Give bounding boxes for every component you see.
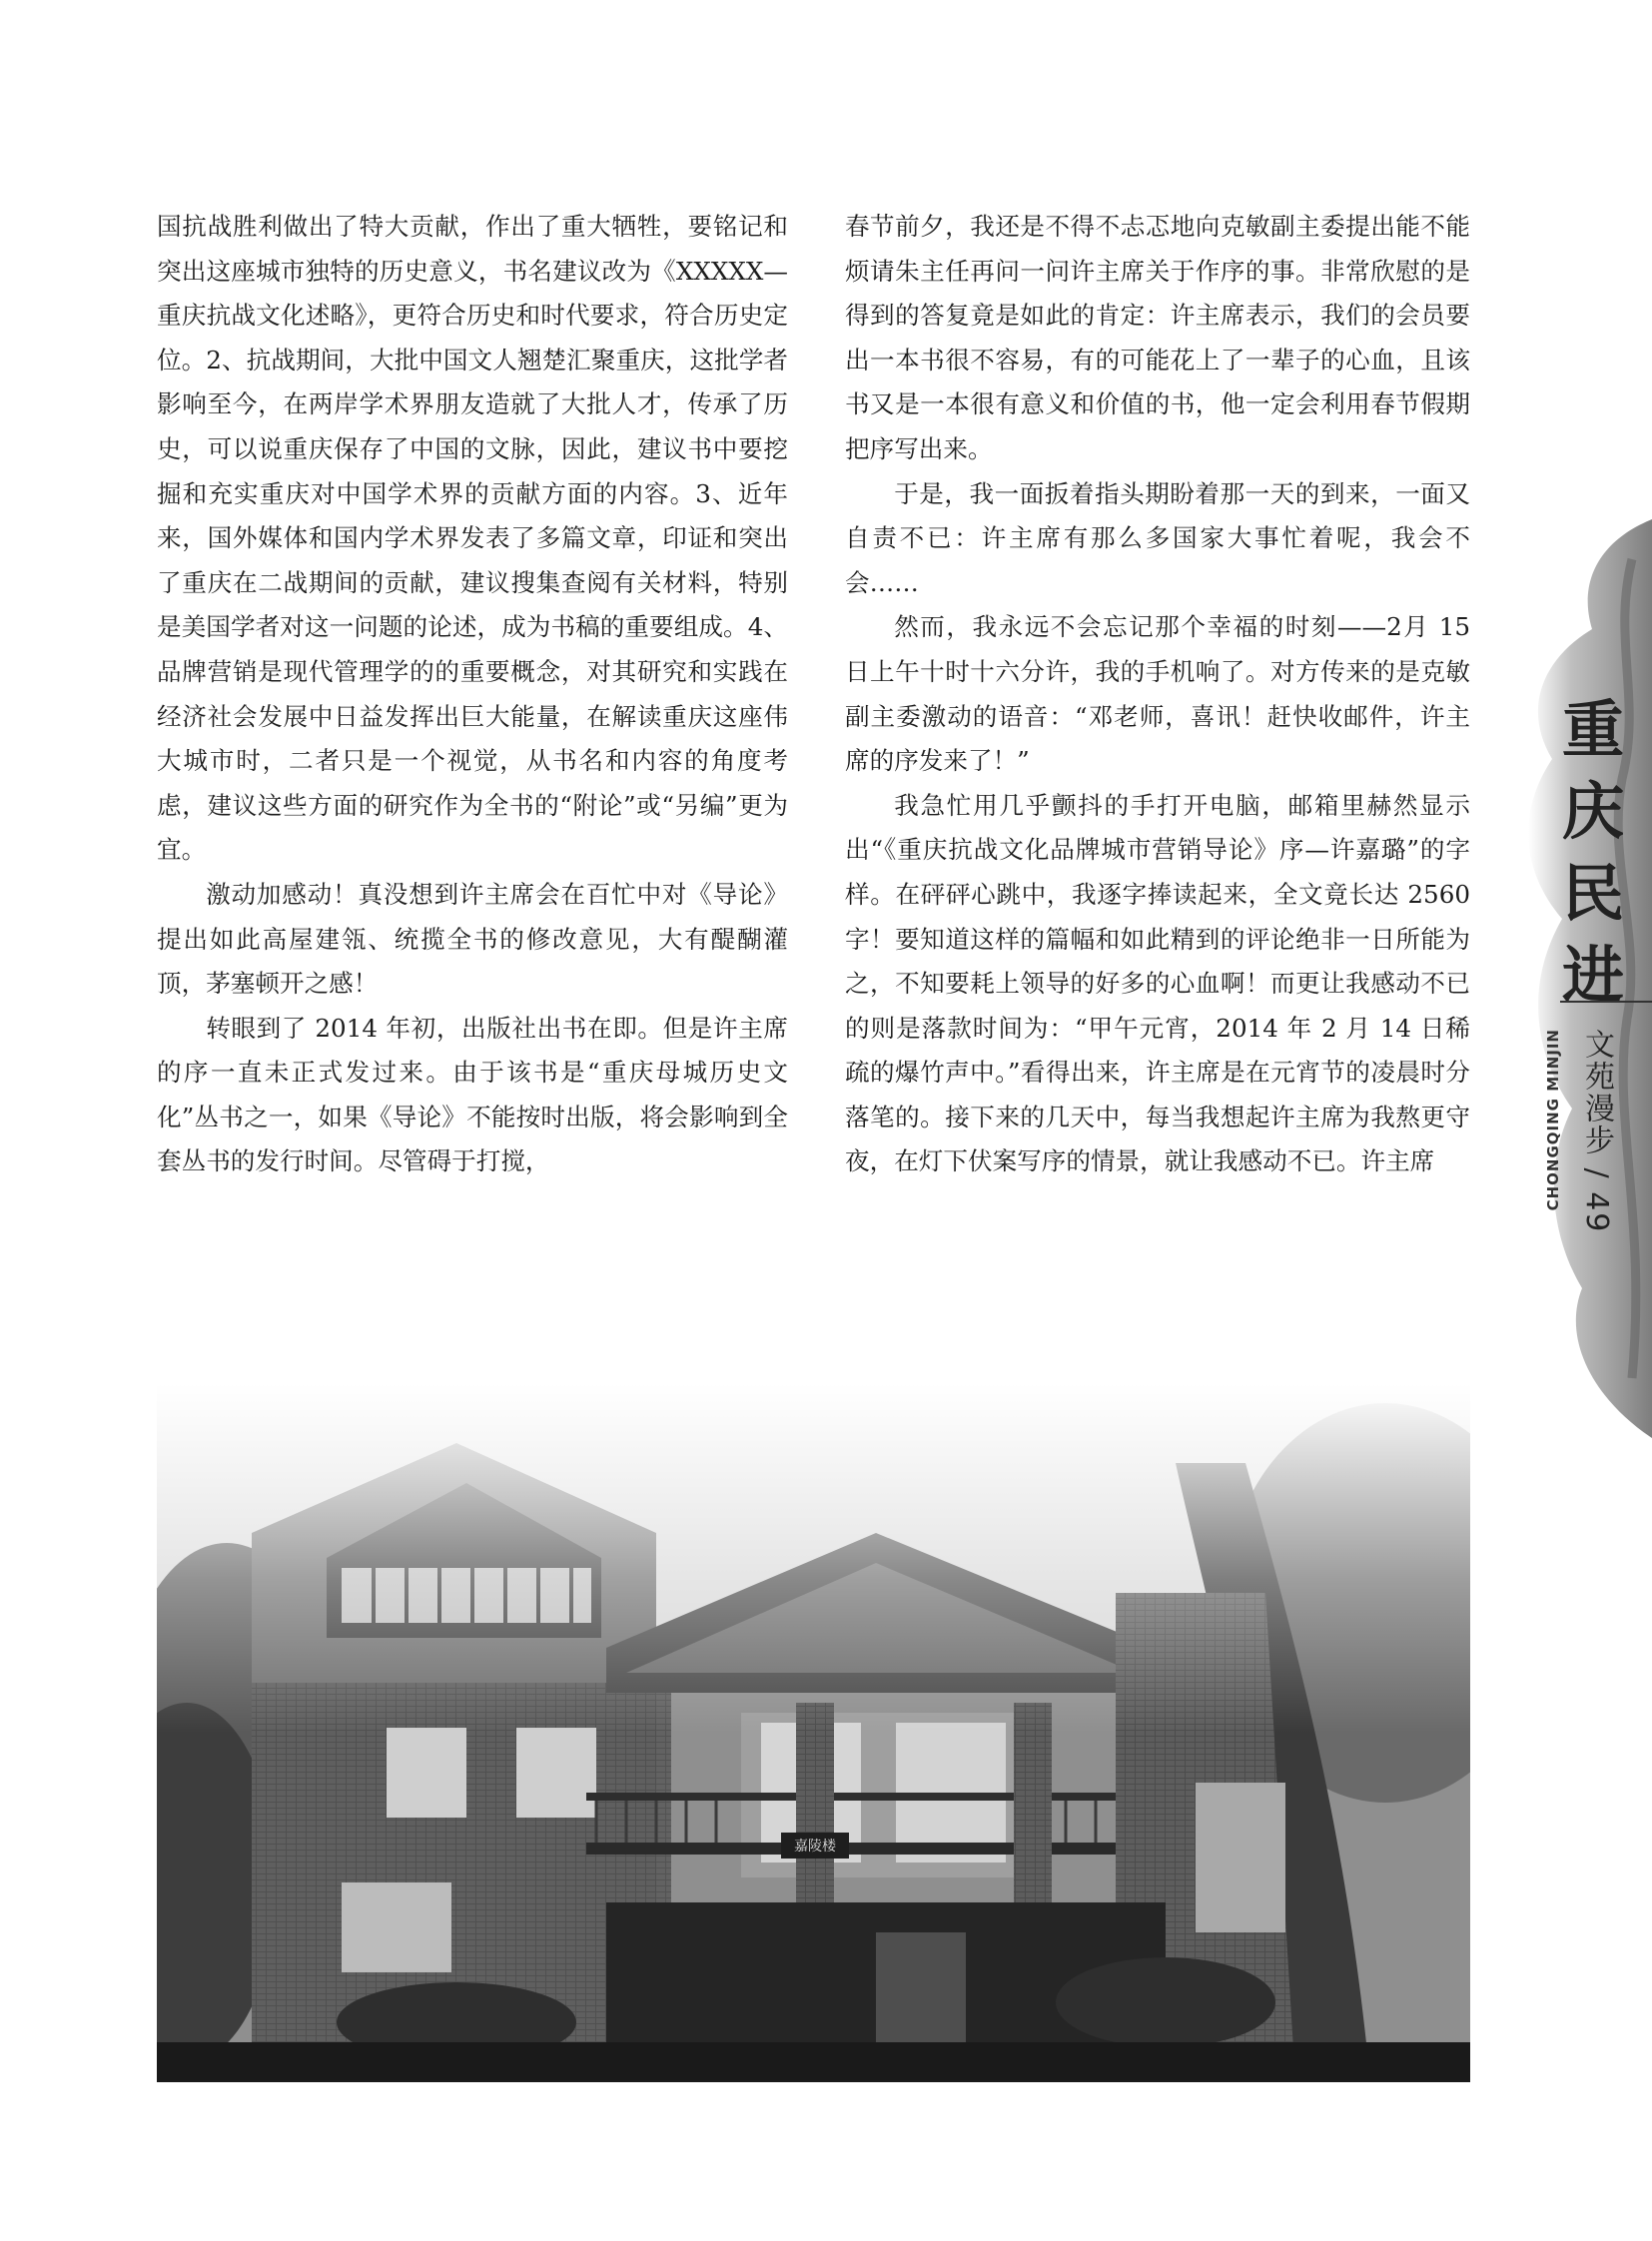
logo-char: 庆 bbox=[1561, 775, 1624, 848]
masthead-logo bbox=[1553, 689, 1633, 1017]
paragraph: 于是，我一面扳着指头期盼着那一天的到来，一面又自责不已：许主席有那么多国家大事忙着呢，我会不会…… bbox=[845, 478, 1470, 597]
paragraph: 然而，我永远不会忘记那个幸福的时刻——2月 15 日上午十时十六分许，我的手机响了。对方传来的是克敏副主委激动的语音：“邓老师，喜讯！赶快收邮件，许主席的序发来了！” bbox=[845, 612, 1470, 776]
paragraph: 国抗战胜利做出了特大贡献，作出了重大牺牲，要铭记和突出这座城市独特的历史意义，书名建议改为《XXXXX—重庆抗战文化述略》，更符合历史和时代要求，符合历史定位。2、抗战期间，大批中国文人翘楚汇聚重庆，这批学者影响至今，在两岸学术界朋友造就了大批人才，传承了历史，可以说重庆保存了中国的文脉，因此，建议书中要挖掘和充实重庆对中国学术界的贡献方面的内容。3、近年来，国外媒体和国内学术界发表了多篇文章，印证和突出了重庆在二战期间的贡献，建议搜集查阅有关材料，特别是美国学者对这一问题的论述，成为书稿的重要组成。4、品牌营销是现代管理学的的重要概念，对其研究和实践在经济社会发展中日益发挥出巨大能量，在解读重庆这座伟大城市时，二者只是一个视觉，从书名和内容的角度考虑，建议这些方面的研究作为全书的“附论”或“另编”更为宜。 bbox=[157, 212, 788, 865]
paragraph: 春节前夕，我还是不得不忐忑地向克敏副主委提出能不能烦请朱主任再问一问许主席关于作序的事。非常欣慰的是得到的答复竟是如此的肯定：许主席表示，我们的会员要出一本书很不容易，有的可能花上了一辈子的心血，且该书又是一本很有意义和价值的书，他一定会利用春节假期把序写出来。 bbox=[845, 212, 1470, 463]
paragraph: 我急忙用几乎颤抖的手打开电脑，邮箱里赫然显示出“《重庆抗战文化品牌城市营销导论》序—许嘉璐”的字样。在砰砰心跳中，我逐字捧读起来，全文竟长达 2560 字！要知道这样的篇幅和如此精到的评论绝非一日所能为之，不知要耗上领导的好多的心血啊！而更让我感动不已的则是落款时间为：“甲午元宵，2014 年 2 月 14 日稀疏的爆竹声中。”看得出来，许主席是在元宵节的凌晨时分落笔的。接下来的几天中，每当我想起许主席为我熬更守夜，在灯下伏案写序的情景，就让我感动不已。许主席 bbox=[845, 790, 1470, 1176]
page-number: 49 bbox=[1579, 1191, 1614, 1234]
masthead-rule bbox=[1560, 1001, 1652, 1003]
article-column-left bbox=[157, 205, 788, 1184]
paragraph: 激动加感动！真没想到许主席会在百忙中对《导论》提出如此高屋建瓴、统揽全书的修改意见，大有醍醐灌顶，茅塞顿开之感！ bbox=[157, 879, 788, 999]
publication-latin-name: CHONGQING MINJIN bbox=[1544, 1029, 1562, 1211]
section-and-page bbox=[1574, 1029, 1618, 1233]
building-photo bbox=[157, 1383, 1470, 2082]
building-photo-illustration bbox=[157, 1383, 1470, 2082]
logo-char: 民 bbox=[1561, 857, 1624, 930]
logo-char: 重 bbox=[1561, 693, 1624, 766]
separator: / bbox=[1579, 1156, 1614, 1192]
section-name: 文苑漫步 bbox=[1579, 1029, 1614, 1156]
logo-char: 进 bbox=[1561, 939, 1624, 1012]
article-column-right bbox=[845, 205, 1470, 1184]
paragraph: 转眼到了 2014 年初，出版社出书在即。但是许主席的序一直未正式发过来。由于该书是“重庆母城历史文化”丛书之一，如果《导论》不能按时出版，将会影响到全套丛书的发行时间。尽管碍于打搅， bbox=[157, 1013, 788, 1176]
